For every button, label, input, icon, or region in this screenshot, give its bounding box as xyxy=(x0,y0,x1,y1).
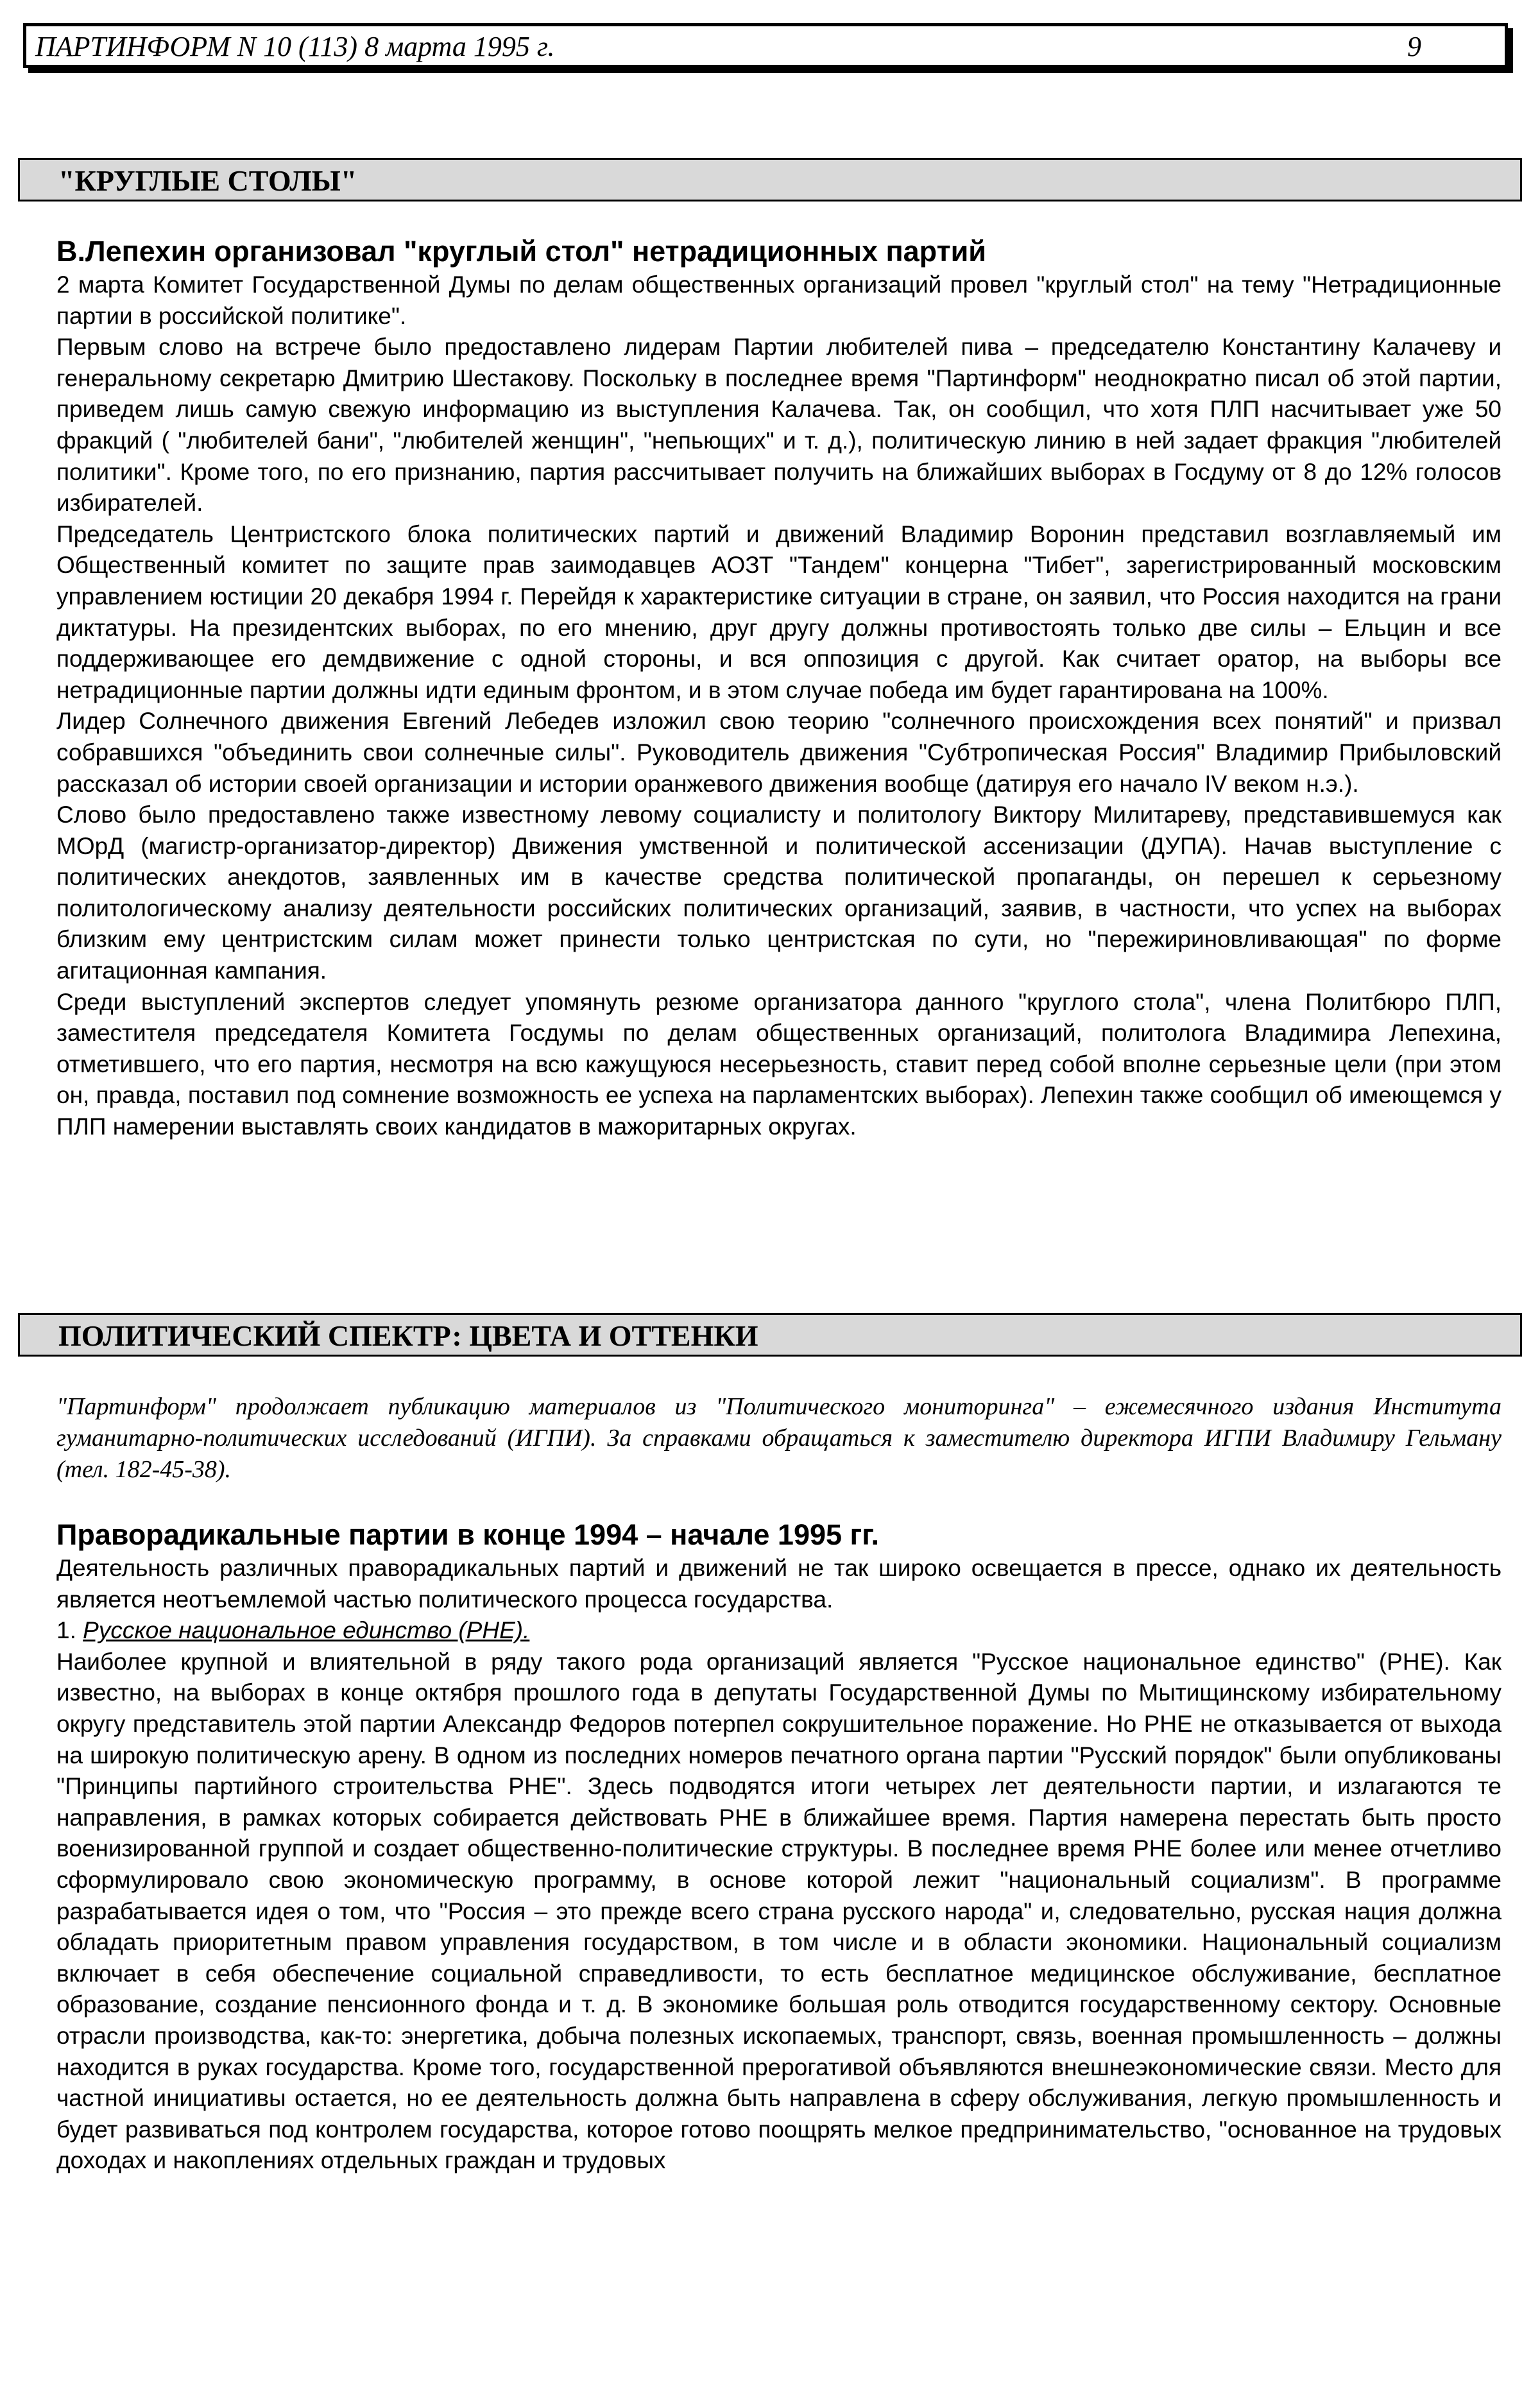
paragraph: Первым слово на встрече было предоставлено лидерам Партии любителей пива – председателю Константину Калачеву и генеральному секретарю Дмитрию Шестакову. Поскольку в последнее время "Партинформ" неоднократно писал об этой партии, приведем лишь самую свежую информацию из выступления Калачева. Так, он сообщил, что хотя ПЛП насчитывает уже 50 фракций ( "любителей бани", "любителей женщин", "непьющих" и т. д.), политическую линию в ней задает фракция "любителей политики". Кроме того, по его признанию, партия рассчитывает получить на ближайших выборах в Госдуму от 8 до 12% голосов избирателей. xyxy=(56,334,1502,517)
section-heading-text: "КРУГЛЫЕ СТОЛЫ" xyxy=(58,164,357,197)
paragraph: Наиболее крупной и влиятельной в ряду такого рода организаций является "Русское национальное единство" (РНЕ). Как известно, на выборах в конце октября прошлого года в депутаты Государственной Думы по Мытищинскому избирательному округу представитель этой партии Александр Федоров потерпел сокрушительное поражение. Но РНЕ не отказывается от выхода на широкую политическую арену. В одном из последних номеров печатного органа партии "Русский порядок" были опубликованы "Принципы партийного строительства РНЕ". Здесь подводятся итоги четырех лет деятельности партии, и излагаются те направления, в рамках которых собирается действовать РНЕ в ближайшее время. Партия намерена перестать быть просто военизированной группой и создает общественно-политические структуры. В последнее время РНЕ более или менее отчетливо сформулировало свою экономическую программу, в основе которой лежит "национальный социализм". В программе разрабатывается идея о том, что "Россия – это прежде всего страна русского народа" и, следовательно, русская нация должна обладать приоритетным правом управления государством, в том числе и в области экономики. Национальный социализм включает в себя обеспечение социальной справедливости, то есть бесплатное медицинское обслуживание, бесплатное образование, создание пенсионного фонда и т. д. В экономике большая роль отводится государственному сектору. Основные отрасли производства, как-то: энергетика, добыча полезных ископаемых, транспорт, связь, военная промышленность – должны находится в руках государства. Кроме того, государственной прерогативой объявляются внешнеэкономические связи. Место для частной инициативы остается, но ее деятельность должна быть направлена в сферу обслуживания, легкую промышленность и будет развиваться под контролем государства, которое готово поощрять мелкое предпринимательство, "основанное на трудовых доходах и накоплениях отдельных граждан и трудовых xyxy=(56,1648,1502,2174)
section-heading-text: ПОЛИТИЧЕСКИЙ СПЕКТР: ЦВЕТА И ОТТЕНКИ xyxy=(58,1319,758,1352)
list-item-rne xyxy=(56,1615,1502,1647)
section-intro-note: "Партинформ" продолжает публикацию материалов из "Политического мониторинга" – ежемесячного издания Института гуманитарно-политических исследований (ИГПИ). За справками обращаться к заместителю директора ИГПИ Владимиру Гельману (тел. 182-45-38). xyxy=(56,1393,1502,1483)
publication-title: ПАРТИНФОРМ N 10 (113) 8 марта 1995 г. xyxy=(35,31,555,62)
article-body-right-radical xyxy=(56,1553,1502,2177)
running-header xyxy=(23,23,1508,68)
paragraph: Слово было предоставлено также известному левому социалисту и политологу Виктору Милитареву, представившемуся как МОрД (магистр-организатор-директор) Движения умственной и политической ассенизации (ДУПА). Начав выступление с политических анекдотов, заявленных им в качестве средства политической пропаганды, он перешел к серьезному политологическому анализу деятельности российских политических организаций, заявив, в частности, что успех на выборах близким ему центристским силам может принести только центристская по сути, но "пережириновливающая" по форме агитационная кампания. xyxy=(56,801,1502,984)
paragraph: Деятельность различных праворадикальных партий и движений не так широко освещается в прессе, однако их деятельность является неотъемлемой частью политического процесса государства. xyxy=(56,1555,1502,1613)
paragraph: Лидер Солнечного движения Евгений Лебедев изложил свою теорию "солнечного происхождения всех понятий" и призвал собравшихся "объединить свои солнечные силы". Руководитель движения "Субтропическая Россия" Владимир Прибыловский рассказал об истории своей организации и истории оранжевого движения вообще (датируя его начало IV веком н.э.). xyxy=(56,708,1502,797)
paragraph: Председатель Центристского блока политических партий и движений Владимир Воронин представил возглавляемый им Общественный комитет по защите прав заимодавцев АОЗТ "Тандем" концерна "Тибет", зарегистрированный московским управлением юстиции 20 декабря 1994 г. Перейдя к характеристике ситуации в стране, он заявил, что Россия находится на грани диктатуры. На президентских выборах, по его мнению, друг другу должны противостоять только две силы – Ельцин и все поддерживающее его демдвижение с одной стороны, и вся оппозиция с другой. Как считает оратор, на выборы все нетрадиционные партии должны идти единым фронтом, и в этом случае победа им будет гарантирована на 100%. xyxy=(56,520,1502,703)
paragraph: Среди выступлений экспертов следует упомянуть резюме организатора данного "круглого стола", члена Политбюро ПЛП, заместителя председателя Комитета Госдумы по делам общественных организаций, политолога Владимира Лепехина, отметившего, что его партия, несмотря на всю кажущуюся несерьезность, ставит перед собой вполне серьезные цели (при этом он, правда, поставил под сомнение возможность ее успеха на парламентских выборах). Лепехин также сообщил об имеющемся у ПЛП намерении выставлять своих кандидатов в мажоритарных округах. xyxy=(56,988,1502,1140)
article-title-right-radical: Праворадикальные партии в конце 1994 – начале 1995 гг. xyxy=(56,1518,880,1551)
list-number: 1. xyxy=(56,1617,76,1644)
list-item-label: Русское национальное единство (РНЕ). xyxy=(83,1617,530,1644)
page-number: 9 xyxy=(1407,31,1421,62)
section-heading-round-tables xyxy=(18,158,1522,201)
article-title-lepekhin: В.Лепехин организовал "круглый стол" нетрадиционных партий xyxy=(56,235,986,268)
article-body-lepekhin xyxy=(56,270,1502,1143)
section-heading-political-spectrum xyxy=(18,1313,1522,1357)
paragraph: 2 марта Комитет Государственной Думы по делам общественных организаций провел "круглый стол" на тему "Нетрадиционные партии в российской политике". xyxy=(56,271,1502,329)
